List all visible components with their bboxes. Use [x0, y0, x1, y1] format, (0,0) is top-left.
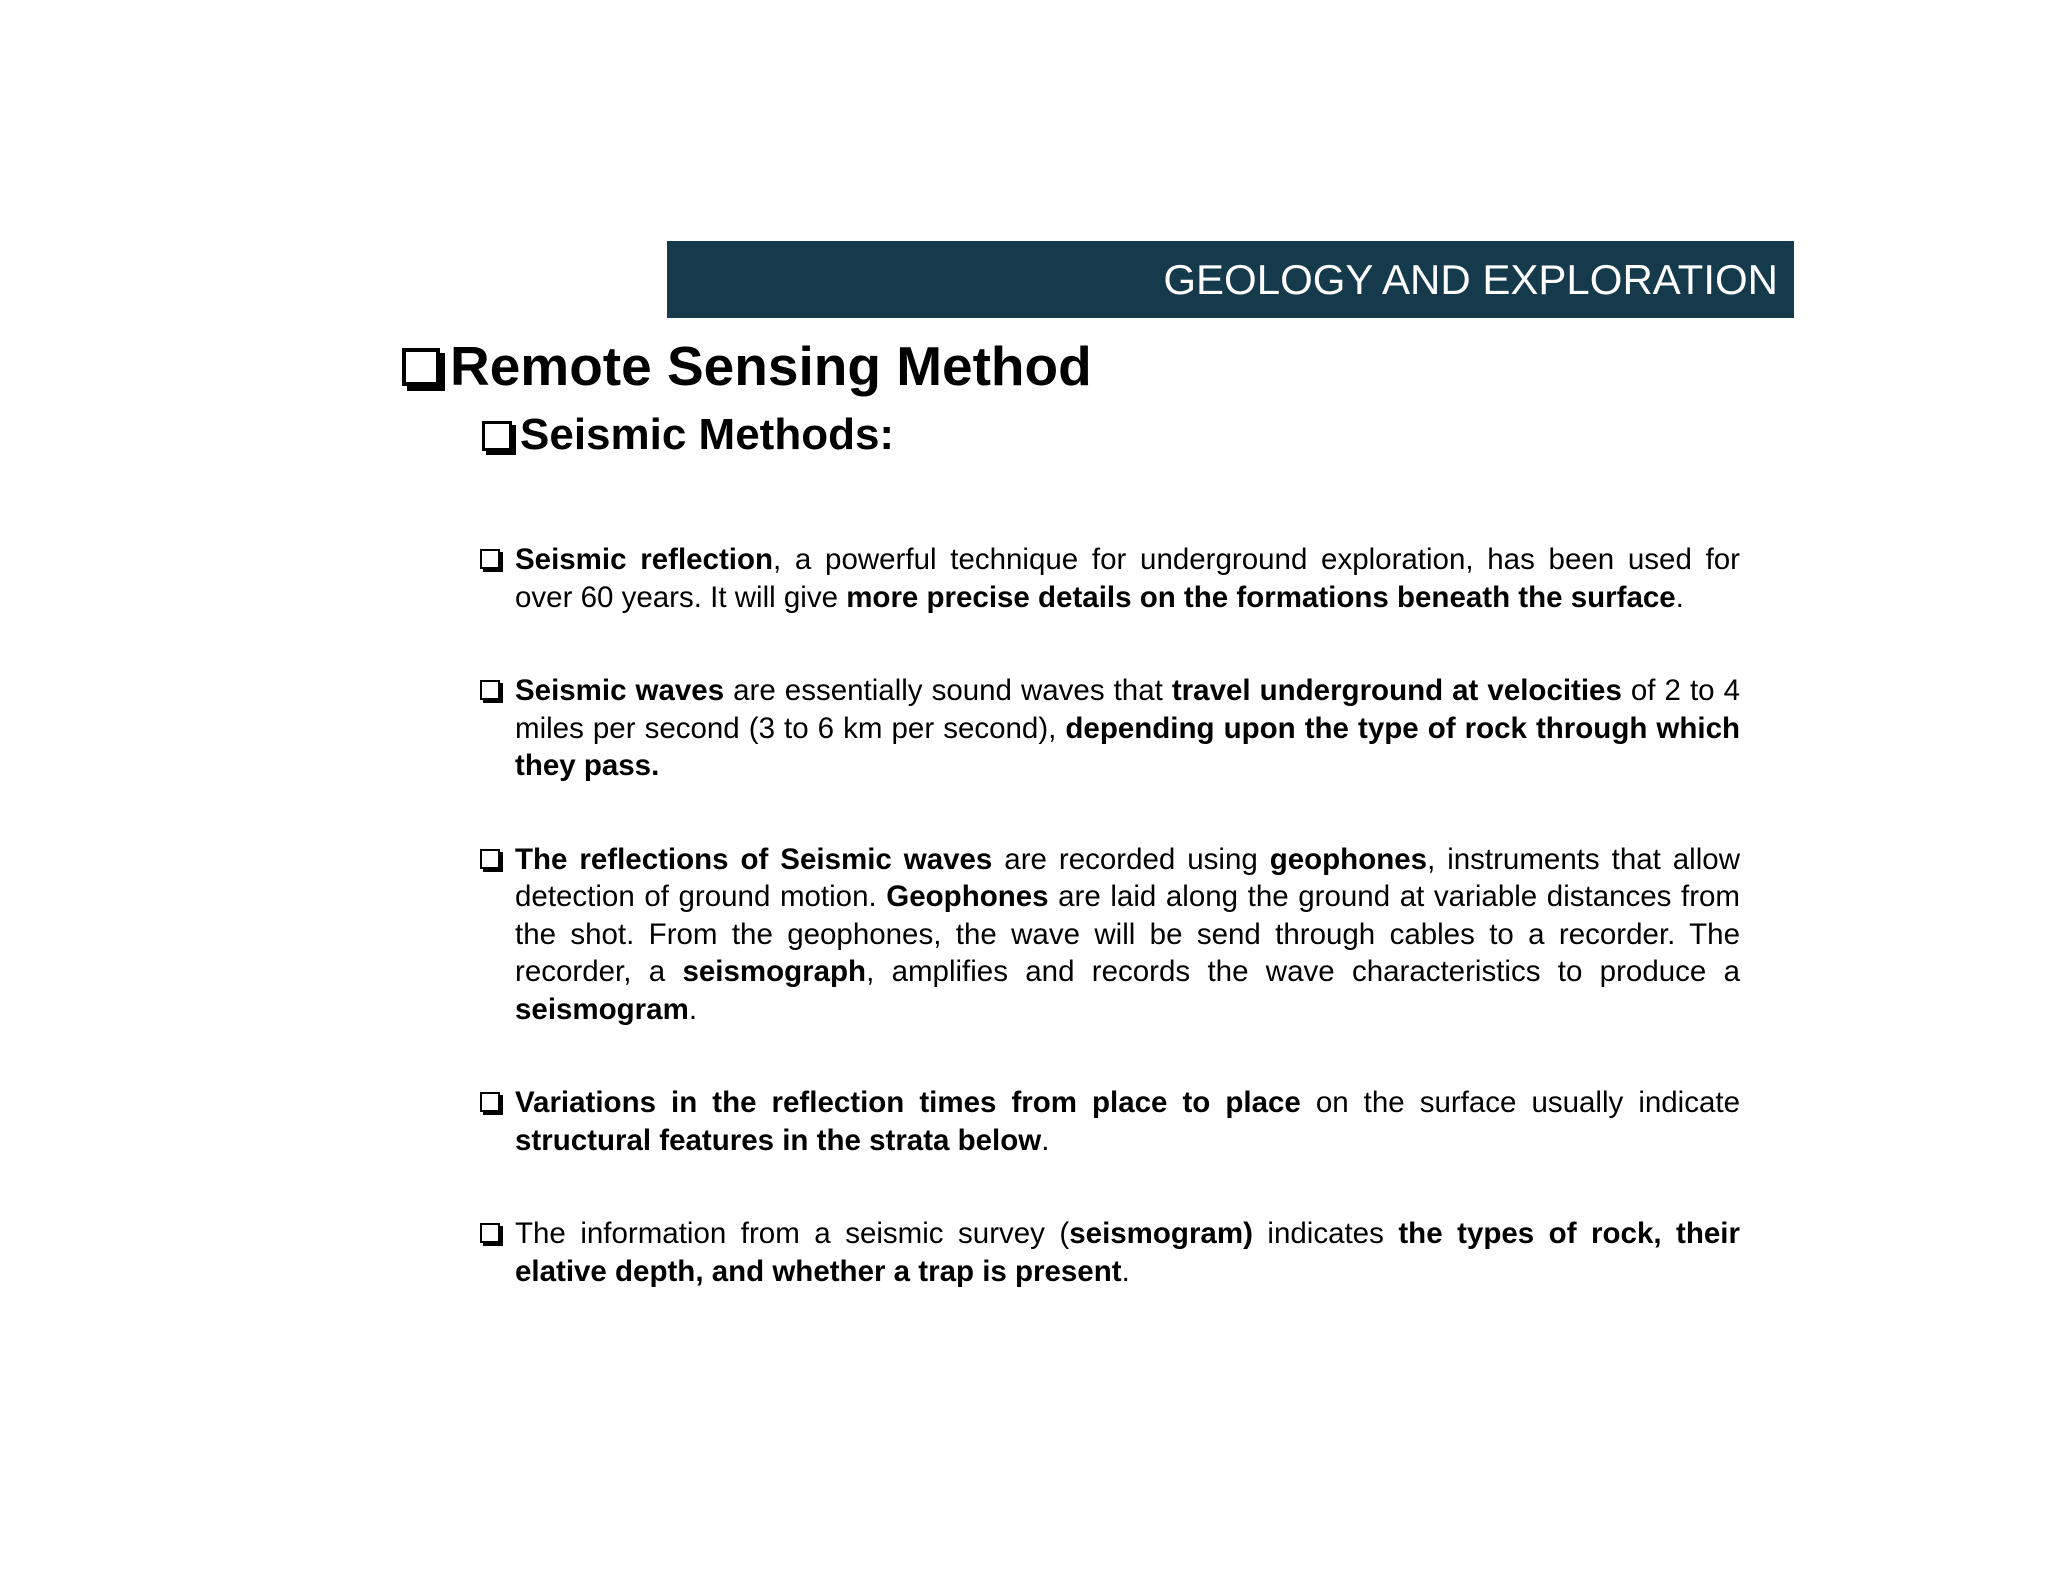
plain-text: are essentially sound waves that	[724, 674, 1172, 707]
sub-heading-text: Seismic Methods:	[520, 410, 895, 459]
bold-text: seismogram	[515, 992, 689, 1026]
plain-text: .	[688, 992, 698, 1026]
bold-text: the types of rock, their elative depth, and whether a trap is present	[515, 1217, 1740, 1288]
bullet-item	[480, 1215, 1740, 1290]
plain-text: are laid along the ground at variable distances from the shot. From the geophones, the wave will be send through cables to a recorder. The recorder, a	[515, 880, 1741, 988]
banner-title: GEOLOGY AND EXPLORATION	[1163, 255, 1778, 303]
bold-text: travel underground at velocities	[1171, 674, 1622, 707]
plain-text: .	[1041, 1123, 1050, 1157]
plain-text: .	[1121, 1254, 1130, 1288]
plain-text: .	[1675, 580, 1684, 614]
checkbox-bullet-icon	[482, 421, 512, 451]
bold-text: more precise details on the formations beneath the surface	[846, 580, 1676, 614]
plain-text: on the surface usually indicate	[1300, 1086, 1740, 1119]
bold-text: Geophones	[886, 880, 1049, 913]
main-heading-text: Remote Sensing Method	[450, 335, 1092, 397]
bold-text: seismogram)	[1069, 1217, 1253, 1250]
bullet-list	[480, 541, 1740, 1290]
checkbox-bullet-icon	[480, 1223, 500, 1243]
bullet-item	[480, 541, 1740, 616]
bullet-text	[515, 1086, 1740, 1157]
plain-text: , amplifies and records the wave characteristics to produce a	[866, 955, 1740, 988]
bullet-text	[515, 1217, 1740, 1288]
bullet-text	[515, 843, 1740, 1026]
bullet-item	[480, 1084, 1740, 1159]
checkbox-bullet-icon	[480, 549, 500, 569]
bullet-item	[480, 672, 1740, 785]
plain-text: of 2 to 4 miles per second (3 to 6 km per second),	[515, 674, 1740, 745]
checkbox-bullet-icon	[480, 849, 500, 869]
bullet-text	[515, 674, 1740, 782]
checkbox-bullet-icon	[480, 1092, 500, 1112]
bullet-text	[515, 543, 1740, 614]
plain-text: are recorded using	[992, 842, 1270, 876]
title-banner	[667, 241, 1794, 318]
checkbox-bullet-icon	[480, 680, 500, 700]
plain-text: The information from a seismic survey (	[515, 1217, 1070, 1250]
bullet-item	[480, 841, 1740, 1029]
sub-heading	[482, 410, 894, 460]
main-heading	[402, 334, 1092, 398]
plain-text: indicates	[1252, 1217, 1399, 1250]
bold-text: seismograph	[682, 955, 867, 988]
bold-text: geophones	[1269, 842, 1428, 876]
bold-text: depending upon the type of rock through which they pass.	[515, 711, 1740, 782]
plain-text: , a powerful technique for underground exploration, has been used for over 60 years. It will give	[515, 543, 1740, 614]
bold-text: Seismic reflection	[515, 543, 774, 576]
bold-text: Variations in the reflection times from place to place	[515, 1086, 1301, 1119]
plain-text: , instruments that allow detection of ground motion.	[515, 842, 1740, 913]
bold-text: The reflections of Seismic waves	[515, 842, 993, 876]
bold-text: Seismic waves	[515, 674, 725, 707]
checkbox-bullet-icon	[402, 348, 440, 386]
bold-text: structural features in the strata below	[515, 1123, 1042, 1157]
